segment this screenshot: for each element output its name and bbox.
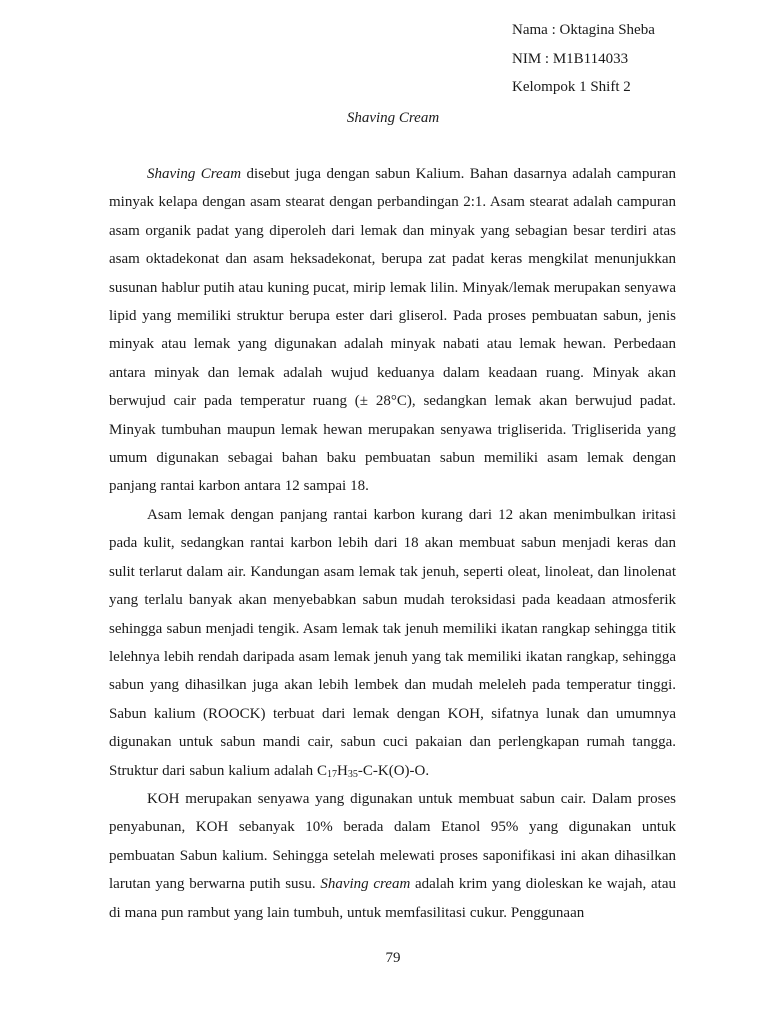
page-number: 79 xyxy=(385,950,401,966)
document-title: Shaving Cream xyxy=(346,110,440,126)
formula-subscript-carbon: 17 xyxy=(327,768,338,780)
formula-subscript-hydrogen: 35 xyxy=(347,768,358,780)
formula-hydrogen: H xyxy=(337,762,348,779)
student-nim: NIM : M1B114033 xyxy=(512,50,629,67)
formula-tail: -C-K(O)-O. xyxy=(357,762,430,779)
paragraph-1-lead: Shaving Cream xyxy=(147,166,242,182)
group-shift: Kelompok 1 Shift 2 xyxy=(512,79,631,95)
paragraph-3-text: KOH merupakan senyawa yang digunakan untuk membuat sabun cair. Dalam proses penyabunan, KOH sebanyak 10% berada dalam Etanol 95% yang digunakan untuk pembuatan Sabun kalium. Sehingga setelah melewati proses saponifikasi ini akan dihasilkan larutan yang berwarna putih susu. xyxy=(109,790,676,893)
document-body xyxy=(109,160,676,927)
paragraph-3-tail: adalah krim yang dioleskan ke wajah, atau di mana pun rambut yang lain tumbuh, untuk memfasilitasi cukur. Penggunaan xyxy=(109,876,676,921)
paragraph-3-italic: Shaving cream xyxy=(320,876,411,893)
paragraph-2-text: Asam lemak dengan panjang rantai karbon kurang dari 12 akan menimbulkan iritasi pada kulit, sedangkan rantai karbon lebih dari 18 akan membuat sabun menjadi keras dan sulit terlarut dalam air. Kandungan asam lemak tak jenuh, seperti oleat, linoleat, dan linolenat yang terlalu banyak akan menyebabkan sabun mudah teroksidasi pada keadaan atmosferik sehingga sabun menjadi tengik. Asam lemak tak jenuh memiliki ikatan rangkap sehingga titik lelehnya lebih rendah daripada asam lemak jenuh yang tak memiliki ikatan rangkap, sehingga sabun yang dihasilkan juga akan lebih lembek dan mudah meleleh pada temperatur tinggi. Sabun kalium (ROOCK) terbuat dari lemak dengan KOH, sifatnya lunak dan umumnya digunakan untuk sabun mandi cair, sabun cuci pakaian dan perlengkapan rumah tangga. Struktur dari sabun kalium adalah C xyxy=(109,506,676,779)
paragraph-1-text: disebut juga dengan sabun Kalium. Bahan dasarnya adalah campuran minyak kelapa dengan asam stearat dengan perbandingan 2:1. Asam stearat adalah campuran asam organik padat yang diperoleh dari lemak dan minyak yang sebagian besar terdiri atas asam oktadekonat dan asam heksadekonat, berupa zat padat keras mengkilat menunjukkan susunan hablur putih atau kuning pucat, mirip lemak lilin. Minyak/lemak merupakan senyawa lipid yang memiliki struktur berupa ester dari gliserol. Pada proses pembuatan sabun, jenis minyak atau lemak yang digunakan adalah minyak nabati atau lemak hewan. Perbedaan antara minyak dan lemak adalah wujud keduanya dalam keadaan ruang. Minyak akan berwujud cair pada temperatur ruang (± 28°C), sedangkan lemak akan berwujud padat. Minyak tumbuhan maupun lemak hewan merupakan senyawa trigliserida. Trigliserida yang umum digunakan sebagai bahan baku pembuatan sabun memiliki asam lemak dengan panjang rantai karbon antara 12 sampai 18. xyxy=(109,166,676,495)
paragraph-2 xyxy=(109,501,676,785)
paragraph-1 xyxy=(109,160,676,501)
student-name: Nama : Oktagina Sheba xyxy=(512,22,655,38)
paragraph-3 xyxy=(109,785,676,927)
author-header xyxy=(512,16,655,102)
